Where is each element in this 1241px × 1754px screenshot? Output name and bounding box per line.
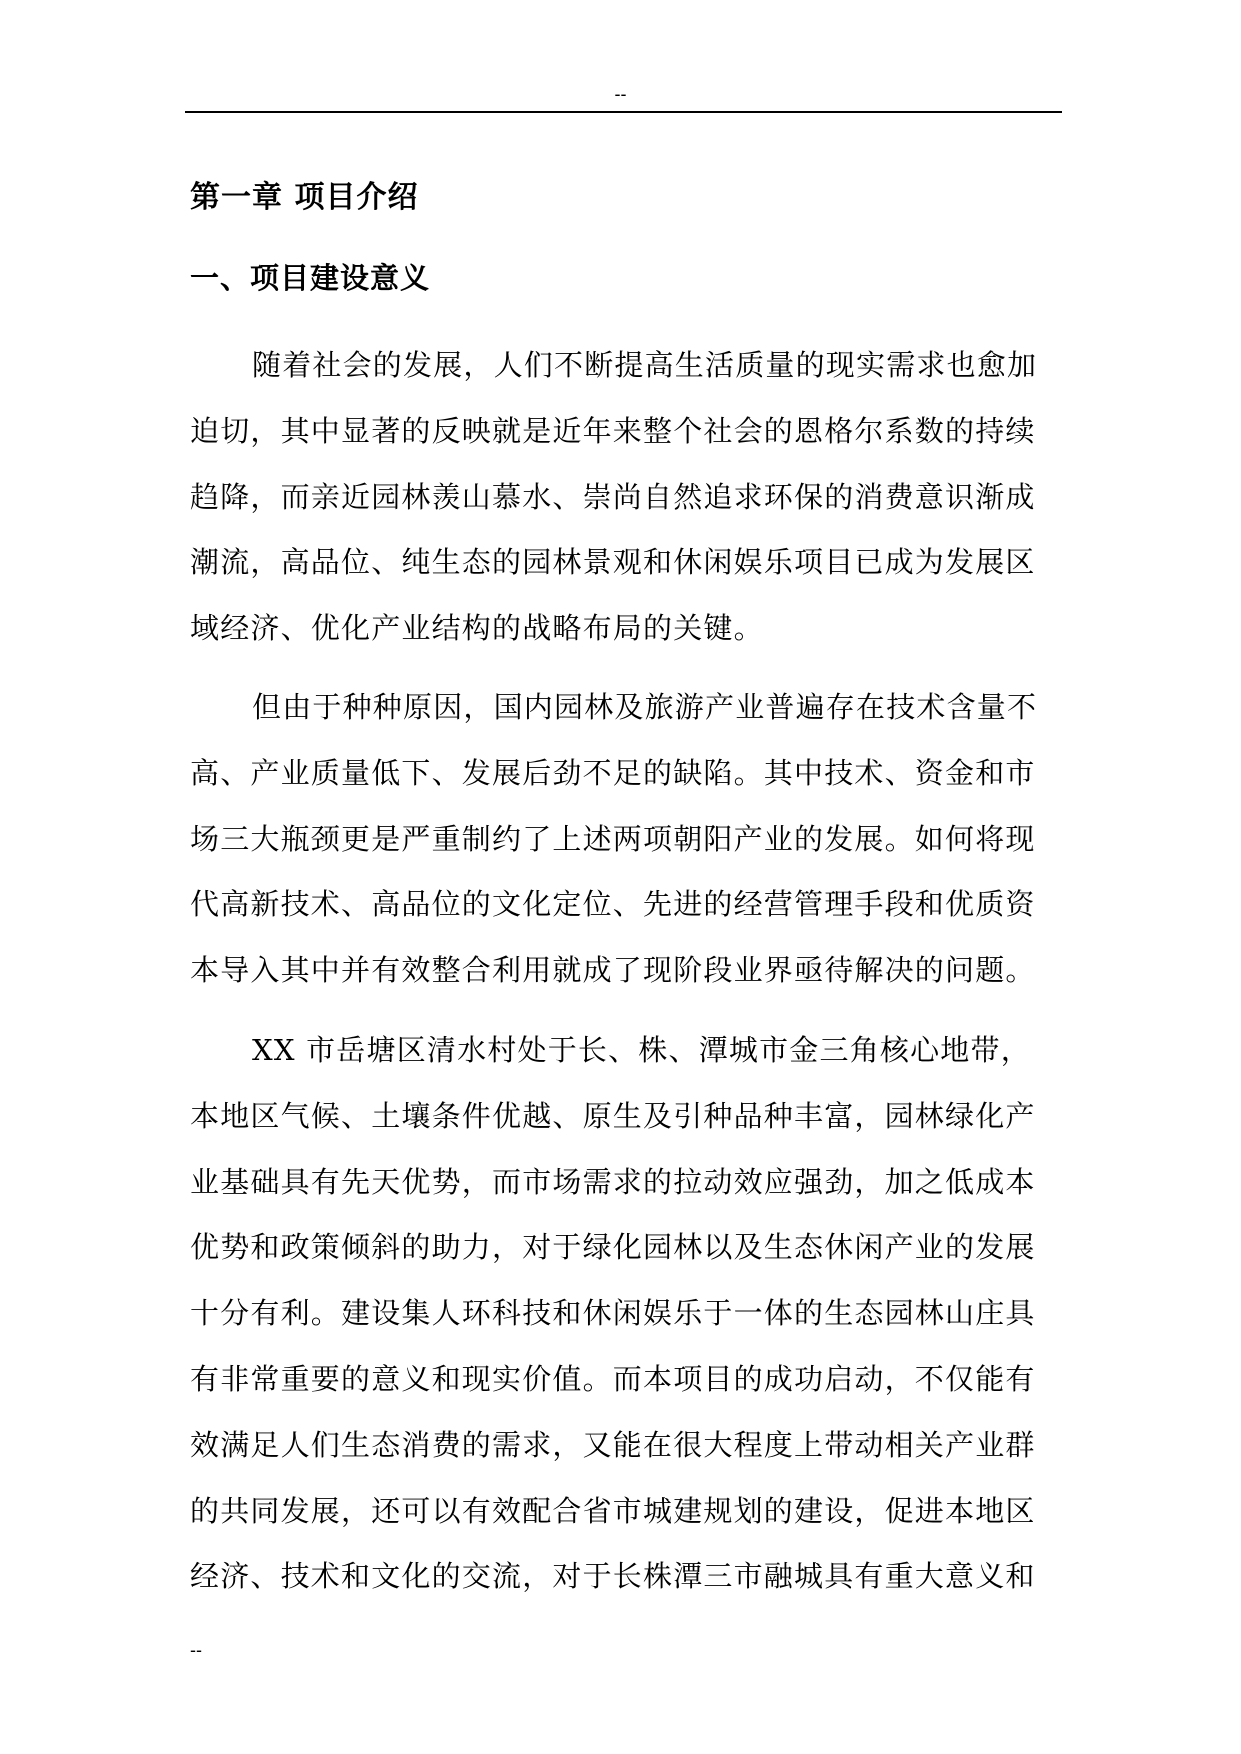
paragraph-line: 本导入其中并有效整合利用就成了现阶段业界亟待解决的问题。 <box>190 953 1036 988</box>
page-header-mark: -- <box>614 84 627 104</box>
paragraph-line: 效满足人们生态消费的需求，又能在很大程度上带动相关产业群 <box>190 1427 1036 1462</box>
page-footer-mark: -- <box>190 1640 202 1660</box>
body-paragraph-1 <box>190 333 1037 662</box>
paragraph-line: 随着社会的发展，人们不断提高生活质量的现实需求也愈加 <box>252 348 1038 382</box>
paragraph-line: 域经济、优化产业结构的战略布局的关键。 <box>190 611 764 646</box>
paragraph-line: 迫切，其中显著的反映就是近年来整个社会的恩格尔系数的持续 <box>190 413 1036 448</box>
section-title: 一、项目建设意义 <box>190 261 431 295</box>
paragraph-line: 优势和政策倾斜的助力，对于绿化园林以及生态休闲产业的发展 <box>190 1230 1036 1265</box>
paragraph-line: 高、产业质量低下、发展后劲不足的缺陷。其中技术、资金和市 <box>190 755 1036 790</box>
paragraph-line: 场三大瓶颈更是严重制约了上述两项朝阳产业的发展。如何将现 <box>190 821 1036 856</box>
paragraph-line: 的共同发展，还可以有效配合省市城建规划的建设，促进本地区 <box>190 1493 1036 1528</box>
paragraph-line: 经济、技术和文化的交流，对于长株潭三市融城具有重大意义和 <box>190 1559 1036 1594</box>
paragraph-line: 但由于种种原因，国内园林及旅游产业普遍存在技术含量不 <box>252 690 1038 724</box>
paragraph-line: XX 市岳塘区清水村处于长、株、潭城市金三角核心地带， <box>252 1033 1031 1067</box>
paragraph-line: 代高新技术、高品位的文化定位、先进的经营管理手段和优质资 <box>190 887 1036 922</box>
paragraph-line: 潮流，高品位、纯生态的园林景观和休闲娱乐项目已成为发展区 <box>190 545 1036 580</box>
paragraph-line: 有非常重要的意义和现实价值。而本项目的成功启动，不仅能有 <box>190 1361 1036 1396</box>
chapter-title: 第一章 项目介绍 <box>190 180 419 215</box>
paragraph-line: 本地区气候、土壤条件优越、原生及引种品种丰富，园林绿化产 <box>190 1098 1036 1133</box>
paragraph-line: 十分有利。建设集人环科技和休闲娱乐于一体的生态园林山庄具 <box>190 1296 1036 1331</box>
header-divider <box>185 111 1062 113</box>
paragraph-line: 业基础具有先天优势，而市场需求的拉动效应强劲，加之低成本 <box>190 1164 1036 1199</box>
paragraph-line: 趋降，而亲近园林羡山慕水、崇尚自然追求环保的消费意识渐成 <box>190 479 1036 514</box>
body-paragraph-3 <box>190 1018 1036 1610</box>
body-paragraph-2 <box>190 675 1037 1004</box>
